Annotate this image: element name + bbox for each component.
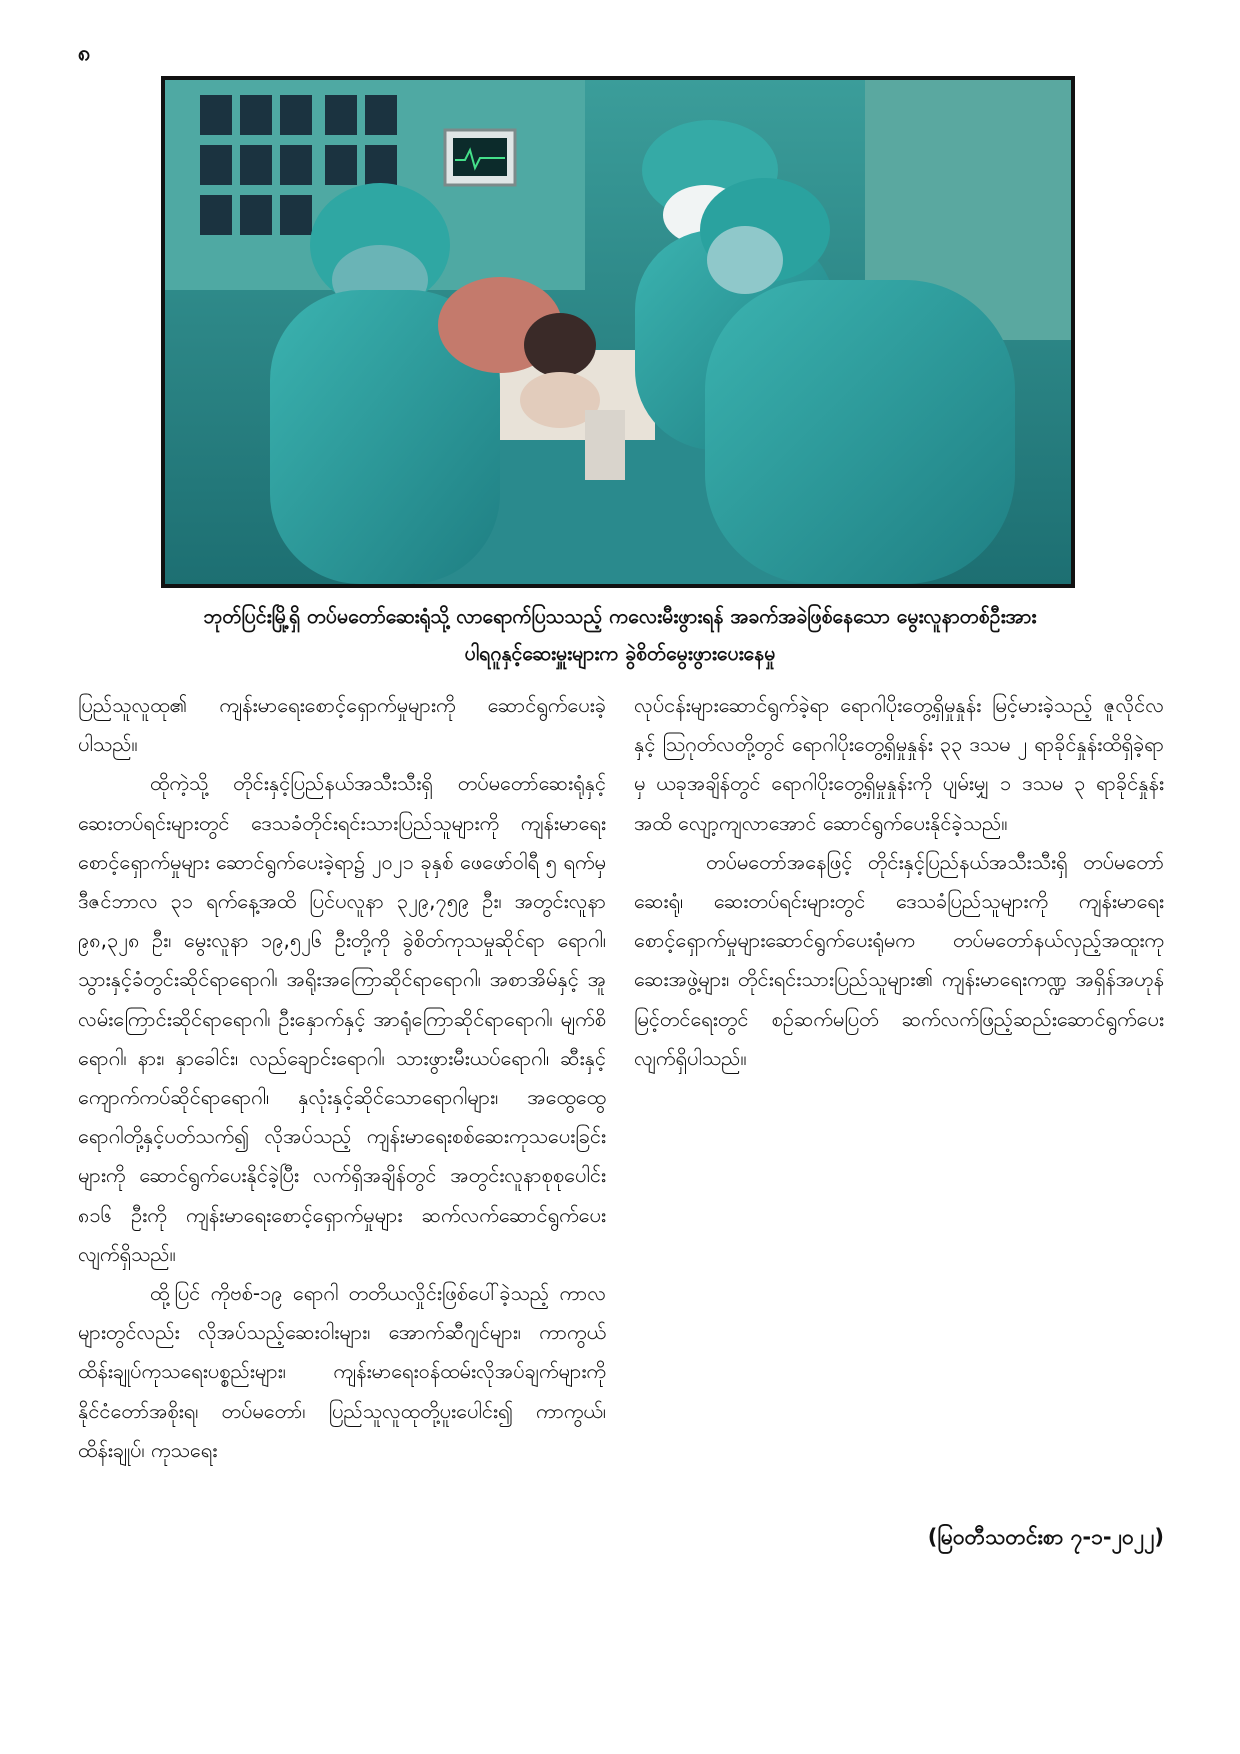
article-column-right [634, 686, 1164, 1078]
paragraph: ထိုကဲ့သို့ တိုင်းနှင့်ပြည်နယ်အသီးသီးရှိ တပ်မတော်ဆေးရုံနှင့် ဆေးတပ်ရင်းများတွင် ဒေသခံတိုင်းရင်းသားပြည်သူများကို ကျန်းမာရေးစောင့်ရှောက်မှုများ ဆောင်ရွက်ပေးခဲ့ရာ၌ ၂၀၂၁ ခုနှစ် ဖေဖော်ဝါရီ ၅ ရက်မှ ဒီဇင်ဘာလ ၃၁ ရက်နေ့အထိ ပြင်ပလူနာ ၃၂၉,၇၅၉ ဦး၊ အတွင်းလူနာ ၉၈,၃၂၈ ဦး၊ မွေးလူနာ ၁၉,၅၂၆ ဦးတို့ကို ခွဲစိတ်ကုသမှုဆိုင်ရာ ရောဂါ၊ သွားနှင့်ခံတွင်းဆိုင်ရာရောဂါ၊ အရိုးအကြောဆိုင်ရာရောဂါ၊ အစာအိမ်နှင့် အူလမ်းကြောင်းဆိုင်ရာရောဂါ၊ ဦးနှောက်နှင့် အာရုံကြောဆိုင်ရာရောဂါ၊ မျက်စိရောဂါ၊ နား၊ နှာခေါင်း၊ လည်ချောင်းရောဂါ၊ သားဖွားမီးယပ်ရောဂါ၊ ဆီးနှင့် ကျောက်ကပ်ဆိုင်ရာရောဂါ၊ နှလုံးနှင့်ဆိုင်သောရောဂါများ၊ အထွေထွေရောဂါတို့နှင့်ပတ်သက်၍ လိုအပ်သည့် ကျန်းမာရေးစစ်ဆေးကုသပေးခြင်းများကို ဆောင်ရွက်ပေးနိုင်ခဲ့ပြီး လက်ရှိအချိန်တွင် အတွင်းလူနာစုစုပေါင်း ၈၁၆ ဦးကို ကျန်းမာရေးစောင့်ရှောက်မှုများ ဆက်လက်ဆောင်ရွက်ပေးလျက်ရှိသည်။ [78, 771, 606, 1266]
paragraph: တပ်မတော်အနေဖြင့် တိုင်းနှင့်ပြည်နယ်အသီးသီးရှိ တပ်မတော်ဆေးရုံ၊ ဆေးတပ်ရင်းများတွင် ဒေသခံပြည်သူများကို ကျန်းမာရေးစောင့်ရှောက်မှုများဆောင်ရွက်ပေးရုံမက တပ်မတော်နယ်လှည့်အထူးကုဆေးအဖွဲ့များ၊ တိုင်းရင်းသားပြည်သူများ၏ ကျန်းမာရေးကဏ္ဍ အရှိန်အဟုန်မြင့်တင်ရေးတွင် စဉ်ဆက်မပြတ် ဆက်လက်ဖြည့်ဆည်းဆောင်ရွက်ပေးလျက်ရှိပါသည်။ [634, 849, 1164, 1070]
paragraph: ပြည်သူလူထု၏ ကျန်းမာရေးစောင့်ရှောက်မှုများကို ဆောင်ရွက်ပေးခဲ့ပါသည်။ [78, 693, 606, 757]
photo-caption [120, 598, 1120, 672]
paragraph: ထို့ပြင် ကိုဗစ်-၁၉ ရောဂါ တတိယလှိုင်းဖြစ်ပေါ်ခဲ့သည့် ကာလများတွင်လည်း လိုအပ်သည့်ဆေးဝါးများ၊ အောက်ဆီဂျင်များ၊ ကာကွယ်ထိန်းချုပ်ကုသရေးပစ္စည်းများ၊ ကျန်းမာရေးဝန်ထမ်းလိုအပ်ချက်များကို နိုင်ငံတော်အစိုးရ၊ တပ်မတော်၊ ပြည်သူလူထုတို့ပူးပေါင်း၍ ကာကွယ်၊ ထိန်းချုပ်၊ ကုသရေး [78, 1281, 606, 1462]
caption-line-2: ပါရဂူနှင့်ဆေးမှူးများက ခွဲစိတ်မွေးဖွားပေးနေမှု [464, 642, 776, 665]
source-citation: (မြဝတီသတင်းစာ ၇-၁-၂၀၂၂) [927, 1525, 1164, 1549]
paragraph: လုပ်ငန်းများဆောင်ရွက်ခဲ့ရာ ရောဂါပိုးတွေ့ရှိမှုနှုန်း မြင့်မားခဲ့သည့် ဇူလိုင်လနှင့် ဩဂုတ်လတို့တွင် ရောဂါပိုးတွေ့ရှိမှုနှုန်း ၃၃ ဒသမ ၂ ရာခိုင်နှုန်းထိရှိခဲ့ရာမှ ယခုအချိန်တွင် ရောဂါပိုးတွေ့ရှိမှုနှုန်းကို ပျမ်းမျှ ၁ ဒသမ ၃ ရာခိုင်နှုန်းအထိ လျော့ကျလာအောင် ဆောင်ရွက်ပေးနိုင်ခဲ့သည်။ [634, 693, 1164, 835]
caption-line-1: ဘုတ်ပြင်းမြို့ရှိ တပ်မတော်ဆေးရုံသို့ လာရောက်ပြသသည့် ကလေးမီးဖွားရန် အခက်အခဲဖြစ်နေသော မွေးလူနာတစ်ဦးအား [203, 605, 1037, 628]
page-number: ၈ [78, 41, 91, 66]
operating-room-photo [165, 80, 1071, 584]
article-column-left [78, 686, 606, 1470]
news-photo [161, 76, 1075, 588]
